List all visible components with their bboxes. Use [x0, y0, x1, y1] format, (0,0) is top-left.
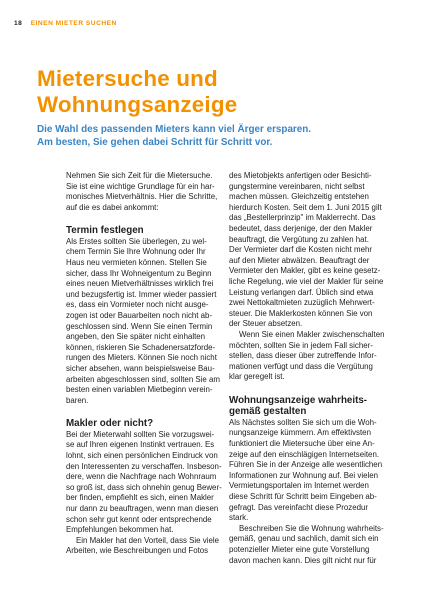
- text-line: rungen des Mieters. Können Sie noch nicht: [66, 353, 217, 363]
- text-line: lohnt, sich einen persönlichen Eindruck von: [66, 451, 218, 461]
- text-line: ber finden, empfiehlt es sich, einen Makler: [66, 493, 214, 503]
- text-line: Informationen zur Wohnung auf. Bei vielen: [229, 470, 378, 480]
- text-line: Sie ist eine wichtige Grundlage für ein har-: [66, 181, 215, 191]
- text-line: beauftragt, die Vergütung zu zahlen hat.: [229, 234, 369, 244]
- paragraph-termin: [66, 237, 226, 407]
- text-line: Als Nächstes sollten Sie sich um die Woh-: [229, 417, 377, 427]
- text-line: Wenn Sie einen Makler zwischenschalten: [239, 329, 385, 339]
- section-title: EINEN MIETER SUCHEN: [30, 20, 117, 27]
- text-line: auf die es dabei ankommt:: [66, 202, 159, 212]
- paragraph-makler: [66, 430, 226, 536]
- text-line: se auf Ihren eigenen Instinkt vertrauen. Es: [66, 440, 215, 450]
- text-line: können, riskieren Sie Schadenersatzforde-: [66, 342, 216, 352]
- text-line: nungsanzeige kümmern. Am effektivsten: [229, 428, 371, 438]
- text-line: angeben, den Sie später nicht einhalten: [66, 332, 206, 342]
- text-line: so groß ist, dass sich ohnehin genug Bewer-: [66, 482, 222, 492]
- text-line: nur dann zu beauftragen, wenn man diesen: [66, 504, 219, 514]
- heading-line: Wohnungsanzeige wahrheits-: [229, 394, 368, 406]
- paragraph-beschreibung: [229, 524, 389, 566]
- intro-paragraph: [66, 171, 226, 213]
- text-line: zwei Nettokaltmieten zuzüglich Mehrwert-: [229, 298, 375, 308]
- text-line: davon machen kann. Dies gilt nicht nur für: [229, 555, 377, 565]
- text-line: chem Termin Sie Ihre Wohnung oder Ihr: [66, 247, 206, 257]
- paragraph-makler-vorteil: [66, 536, 226, 557]
- text-line: des Mietobjekts anfertigen oder Besichti-: [229, 171, 372, 180]
- paragraph-makler-kosten: [229, 171, 389, 330]
- text-line: zeige auf den einschlägigen Internetseiten.: [229, 449, 380, 459]
- text-line: sicher absehen, wann beispielsweise Bau-: [66, 364, 215, 373]
- paragraph-wohnungsanzeige: [229, 418, 389, 524]
- text-line: Beschreiben Sie die Wohnung wahrheits-: [239, 523, 384, 533]
- text-line: der Steuer absetzen.: [229, 319, 303, 329]
- paragraph-makler-zwischenschalten: [229, 330, 389, 383]
- text-line: Bei der Mieterwahl sollten Sie vorzugswei-: [66, 429, 215, 439]
- subtitle-line: Die Wahl des passenden Mieters kann viel Ärger ersparen.: [37, 124, 312, 135]
- text-line: Haus neu vermieten können. Stellen Sie: [66, 258, 207, 268]
- text-line: arbeiten abgeschlossen sind, sollten Sie am: [66, 374, 220, 384]
- article-title: [37, 66, 377, 118]
- text-line: funktioniert die Mietersuche über eine An-: [229, 439, 375, 449]
- text-line: Vermietungsportalen im Internet werden: [229, 481, 369, 491]
- text-line: Führen Sie in der Anzeige alle wesentlichen: [229, 460, 383, 470]
- text-line: den Interessenten zu verschaffen. Insbeson-: [66, 461, 222, 471]
- text-line: schon sehr gut kennt oder entsprechende: [66, 514, 212, 524]
- text-line: das „Bestellerprinzip" im Maklerrecht. Das: [229, 213, 376, 223]
- text-line: geschlossen sind. Wenn Sie einen Termin: [66, 321, 213, 331]
- right-column: [229, 171, 389, 566]
- heading-makler: Makler oder nicht?: [66, 418, 154, 430]
- text-line: Als Erstes sollten Sie überlegen, zu wel-: [66, 236, 207, 246]
- text-line: bedeutet, dass derjenige, der den Makler: [229, 223, 373, 233]
- text-line: klar geregelt ist.: [229, 372, 285, 382]
- text-line: stellen, dass dieser über zutreffende Infor-: [229, 351, 377, 361]
- heading-line: gemäß gestalten: [229, 406, 307, 418]
- heading-wohnungsanzeige: [229, 395, 389, 418]
- text-line: Arbeiten, wie Beschreibungen und Fotos: [66, 546, 209, 556]
- text-line: Der Vermieter darf die Kosten nicht mehr: [229, 245, 372, 255]
- text-line: stark.: [229, 513, 249, 523]
- text-line: und bezugsfertig ist. Immer wieder passiert: [66, 289, 217, 299]
- subtitle-line: Am besten, Sie gehen dabei Schritt für Schritt vor.: [37, 137, 273, 148]
- text-line: diese Schritt für Schritt beim Eingeben ab-: [229, 492, 377, 502]
- text-line: liche Regelung, wie viel der Makler für seine: [229, 276, 384, 286]
- text-line: möchten, sollten Sie in jedem Fall sicher-: [229, 340, 373, 350]
- text-line: Vermieter den Makler, gibt es keine gesetz-: [229, 266, 381, 276]
- heading-termin: Termin festlegen: [66, 225, 144, 237]
- text-line: Empfehlungen bekommen hat.: [66, 525, 174, 535]
- text-line: steuer. Die Maklerkosten können Sie von: [229, 308, 373, 318]
- text-line: sicher, dass Ihr Wohneigentum zu Beginn: [66, 268, 212, 278]
- text-line: gemäß, genau und sachlich, damit sich ein: [229, 534, 379, 544]
- running-header: [14, 20, 117, 27]
- page-number: 18: [14, 20, 23, 27]
- text-line: Nehmen Sie sich Zeit für die Mietersuche.: [66, 171, 213, 180]
- title-line: Mietersuche und: [37, 66, 218, 91]
- text-line: mationen verfügt und dass die Vergütung: [229, 361, 373, 371]
- text-line: baren.: [66, 395, 89, 405]
- text-line: gefragt. Das vereinfacht diese Prozedur: [229, 502, 369, 512]
- text-line: eines neuen Mietverhältnisses wirklich frei: [66, 279, 214, 289]
- article-subtitle: [37, 123, 397, 149]
- text-line: hierdurch Kosten. Seit dem 1. Juni 2015 gilt: [229, 202, 382, 212]
- text-line: monisches Mietverhältnis. Hier die Schritte,: [66, 192, 218, 202]
- text-line: dere, wenn die Nachfrage nach Wohnraum: [66, 472, 217, 482]
- text-line: es, dass ein Vormieter noch nicht ausge-: [66, 300, 209, 310]
- text-line: gungstermine vereinbaren, nicht selbst: [229, 181, 365, 191]
- text-line: besten einen variablen Mietbeginn verein-: [66, 385, 213, 395]
- text-line: machen müssen. Gleichzeitig entstehen: [229, 192, 369, 202]
- left-column: [66, 171, 226, 557]
- text-line: Leistung verlangen darf. Üblich sind etwa: [229, 287, 374, 297]
- text-line: auf den Mieter abwälzen. Beauftragt der: [229, 255, 370, 265]
- text-line: potenzieller Mieter eine gute Vorstellung: [229, 545, 370, 554]
- title-line: Wohnungsanzeige: [37, 92, 238, 117]
- text-line: zogen ist oder Bauarbeiten noch nicht ab-: [66, 311, 213, 321]
- text-line: Ein Makler hat den Vorteil, dass Sie viele: [76, 535, 219, 545]
